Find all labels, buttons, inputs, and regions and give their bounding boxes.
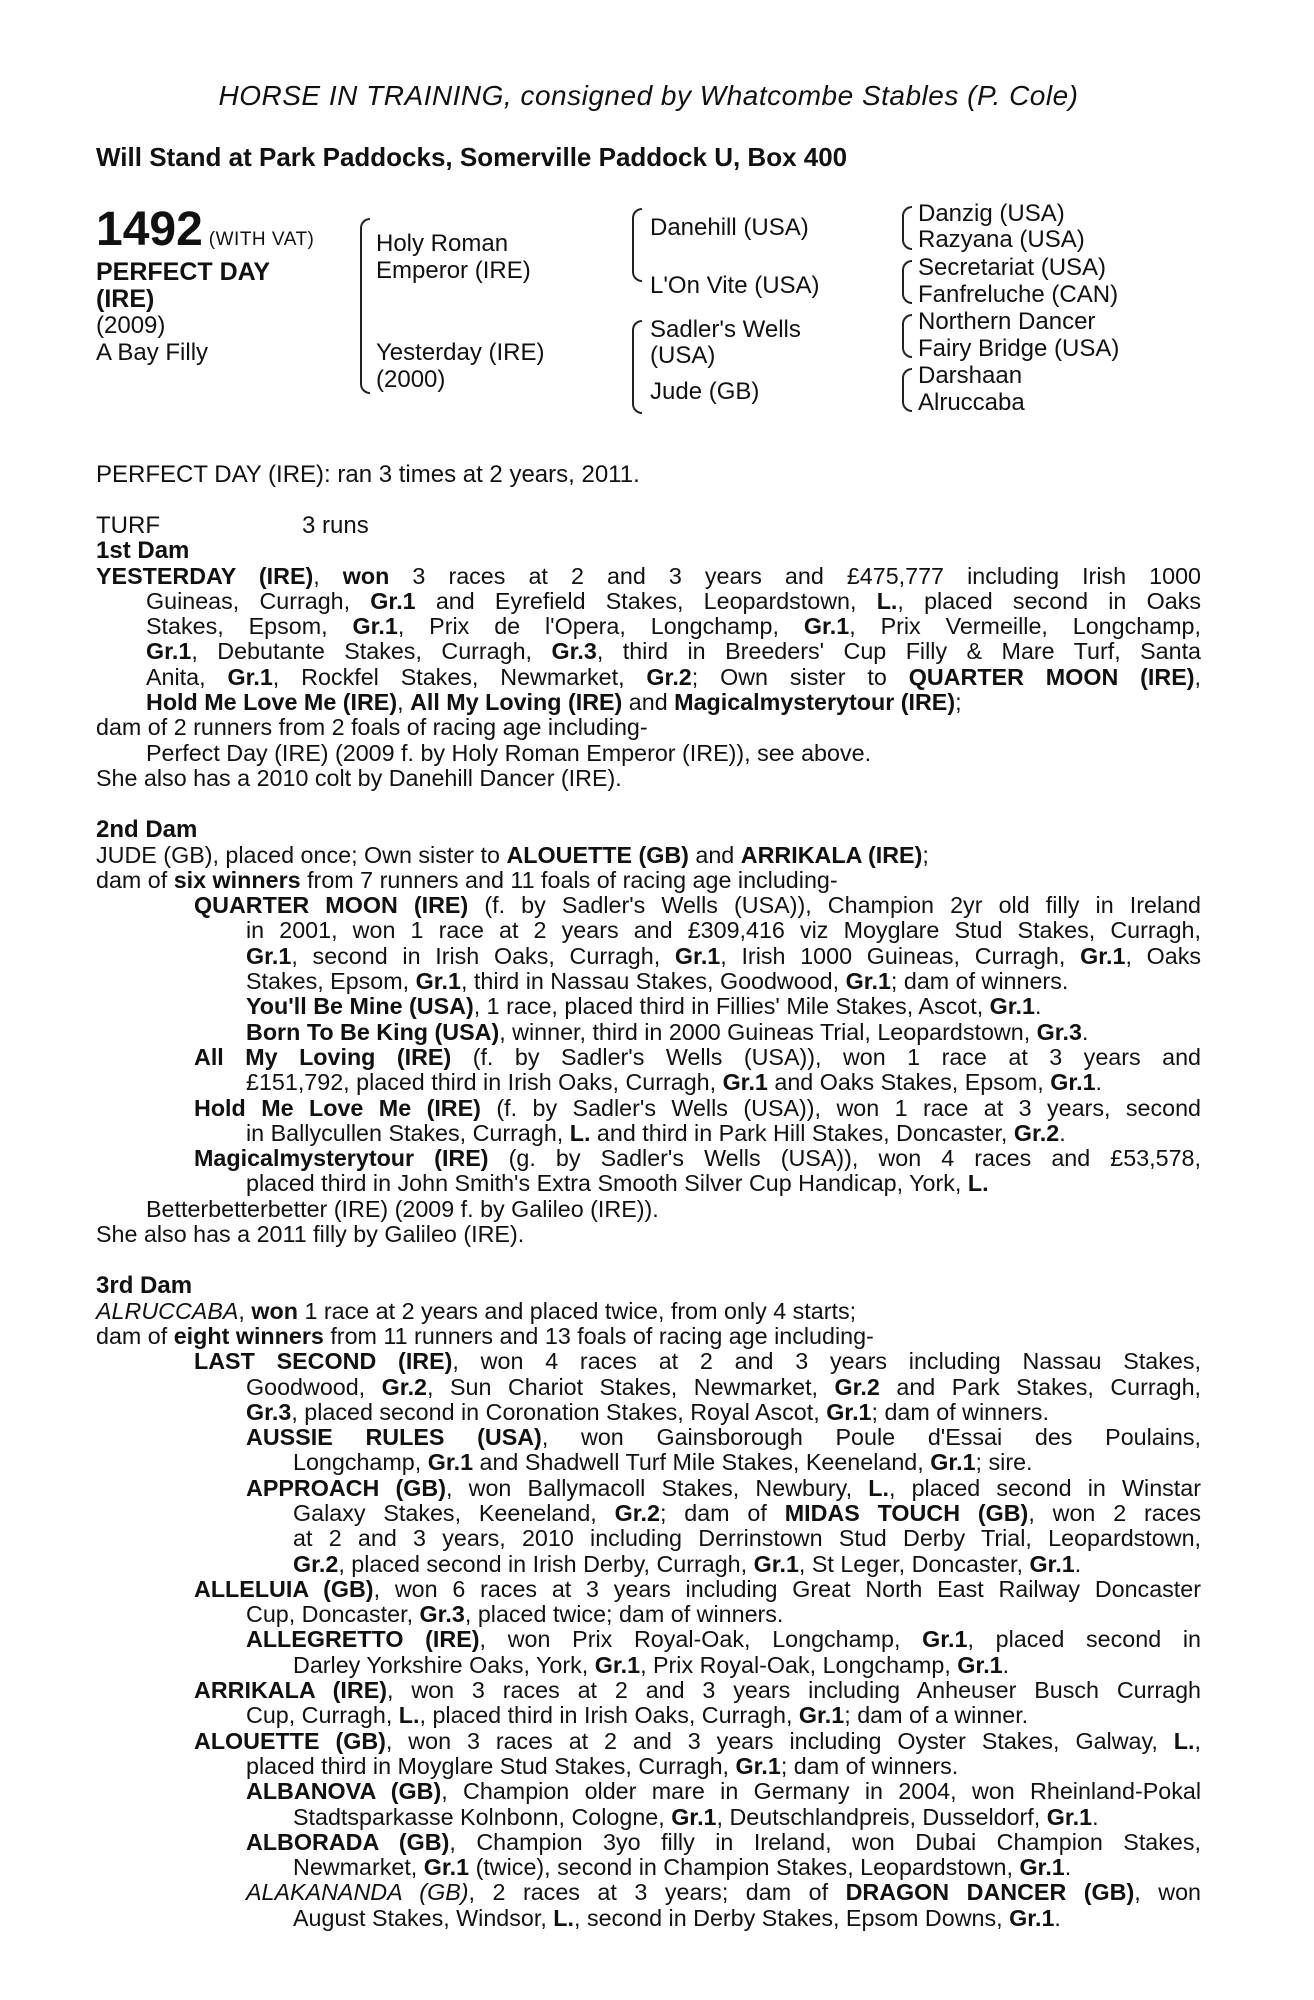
sire-dam: L'On Vite (USA)	[650, 272, 820, 299]
vat-label: (WITH VAT)	[208, 229, 315, 250]
dss-name: Northern Dancer	[918, 308, 1096, 335]
sss-name: Danzig (USA)	[918, 200, 1065, 227]
page-title: HORSE IN TRAINING, consigned by Whatcombe Stables (P. Cole)	[218, 80, 1079, 111]
dam-dam: Jude (GB)	[650, 378, 760, 405]
dam-line2: (2000)	[376, 366, 446, 393]
text-line: She also has a 2010 colt by Danehill Dancer (IRE).	[96, 764, 622, 791]
pedigree-block	[96, 196, 1201, 436]
race-record	[96, 462, 1201, 1931]
text-line: Cup, Doncaster, Gr.3, placed twice; dam of winners.	[246, 1601, 784, 1628]
text-line: Gr.2, placed second in Irish Derby, Curragh, Gr.1, St Leger, Doncaster, Gr.1.	[293, 1550, 1082, 1577]
text-line: QUARTER MOON (IRE) (f. by Sadler's Wells (USA)), Champion 2yr old filly in Ireland	[194, 892, 1201, 919]
text-line: ALRUCCABA, won 1 race at 2 years and placed twice, from only 4 starts;	[96, 1297, 857, 1324]
text-line: Guineas, Curragh, Gr.1 and Eyrefield Stakes, Leopardstown, L., placed second in Oaks	[146, 587, 1201, 614]
text-line: YESTERDAY (IRE), won 3 races at 2 and 3 years and £475,777 including Irish 1000	[96, 562, 1201, 589]
text-line: dam of eight winners from 11 runners and 13 foals of racing age including-	[96, 1322, 874, 1349]
text-line: dam of 2 runners from 2 foals of racing age including-	[96, 714, 648, 741]
sire-parents-brace	[632, 208, 642, 282]
sdd-name: Fanfreluche (CAN)	[918, 281, 1119, 308]
text-line: Betterbetterbetter (IRE) (2009 f. by Galileo (IRE)).	[146, 1195, 659, 1222]
text-line: LAST SECOND (IRE), won 4 races at 2 and 3 years including Nassau Stakes,	[194, 1348, 1201, 1375]
text-line: Goodwood, Gr.2, Sun Chariot Stakes, Newmarket, Gr.2 and Park Stakes, Curragh,	[246, 1373, 1201, 1400]
text-line: Gr.1, second in Irish Oaks, Curragh, Gr.1, Irish 1000 Guineas, Curragh, Gr.1, Oaks	[246, 942, 1202, 969]
dam-parents-brace	[632, 320, 642, 414]
gen3-brace-4	[902, 368, 912, 412]
lot-line	[96, 204, 314, 256]
horse-name: PERFECT DAY	[96, 258, 271, 286]
text-line: Gr.1, Debutante Stakes, Curragh, Gr.3, third in Breeders' Cup Filly & Mare Turf, Santa	[146, 638, 1201, 665]
horse-country: (IRE)	[96, 285, 155, 313]
dam-line1: Yesterday (IRE)	[376, 339, 545, 366]
text-line: in 2001, won 1 race at 2 years and £309,416 viz Moyglare Stud Stakes, Curragh,	[246, 917, 1201, 944]
gen3-brace-2	[902, 260, 912, 304]
ddd-name: Alruccaba	[918, 389, 1025, 416]
dds-name: Darshaan	[918, 362, 1023, 389]
first-dam-heading: 1st Dam	[96, 537, 190, 565]
horse-description: A Bay Filly	[96, 339, 209, 366]
text-line: Hold Me Love Me (IRE) (f. by Sadler's Wells (USA)), won 1 race at 3 years, second	[194, 1094, 1201, 1121]
text-line: ALAKANANDA (GB), 2 races at 3 years; dam of DRAGON DANCER (GB), won	[246, 1879, 1201, 1906]
turf-label: TURF	[96, 512, 160, 539]
turf-line	[96, 513, 1201, 538]
spacer	[96, 1247, 1201, 1273]
text-line: £151,792, placed third in Irish Oaks, Curragh, Gr.1 and Oaks Stakes, Epsom, Gr.1.	[246, 1069, 1103, 1096]
text-line: placed third in Moyglare Stud Stakes, Curragh, Gr.1; dam of winners.	[246, 1752, 959, 1779]
text-line: Anita, Gr.1, Rockfel Stakes, Newmarket, Gr.2; Own sister to QUARTER MOON (IRE),	[146, 663, 1201, 690]
third-dam-heading: 3rd Dam	[96, 1272, 193, 1300]
text-line: Stakes, Epsom, Gr.1, third in Nassau Stakes, Goodwood, Gr.1; dam of winners.	[246, 968, 1069, 995]
text-line: She also has a 2011 filly by Galileo (IRE).	[96, 1221, 525, 1248]
text-line: Longchamp, Gr.1 and Shadwell Turf Mile Stakes, Keeneland, Gr.1; sire.	[293, 1449, 1033, 1476]
spacer	[96, 487, 1201, 513]
sire-dam-brace	[360, 218, 370, 394]
text-line: Born To Be King (USA), winner, third in 2000 Guineas Trial, Leopardstown, Gr.3.	[246, 1018, 1089, 1045]
text-line: dam of six winners from 7 runners and 11 foals of racing age including-	[96, 866, 838, 893]
spacer	[96, 791, 1201, 817]
stand-location: Will Stand at Park Paddocks, Somerville Paddock U, Box 400	[96, 142, 848, 172]
dsd-name: Fairy Bridge (USA)	[918, 335, 1120, 362]
second-dam-heading: 2nd Dam	[96, 816, 198, 844]
text-line: Cup, Curragh, L., placed third in Irish Oaks, Curragh, Gr.1; dam of a winner.	[246, 1702, 1029, 1729]
text-line: at 2 and 3 years, 2010 including Derrinstown Stud Derby Trial, Leopardstown,	[293, 1525, 1201, 1552]
turf-runs: 3 runs	[302, 512, 369, 539]
sire-line1: Holy Roman	[376, 230, 509, 257]
text-line: ALLEGRETTO (IRE), won Prix Royal-Oak, Longchamp, Gr.1, placed second in	[246, 1626, 1201, 1653]
text-line: ARRIKALA (IRE), won 3 races at 2 and 3 years including Anheuser Busch Curragh	[194, 1677, 1201, 1704]
text-line: AUSSIE RULES (USA), won Gainsborough Poule d'Essai des Poulains,	[246, 1424, 1202, 1451]
text-line: APPROACH (GB), won Ballymacoll Stakes, Newbury, L., placed second in Winstar	[246, 1474, 1201, 1501]
dam-sire-line1: Sadler's Wells	[650, 316, 801, 343]
second-dam-text	[96, 843, 1201, 1248]
gen3-brace-1	[902, 206, 912, 250]
text-line: You'll Be Mine (USA), 1 race, placed third in Fillies' Mile Stakes, Ascot, Gr.1.	[246, 993, 1042, 1020]
text-line: in Ballycullen Stakes, Curragh, L. and third in Park Hill Stakes, Doncaster, Gr.2.	[246, 1119, 1066, 1146]
first-dam-text	[96, 564, 1201, 792]
text-line: Stadtsparkasse Kolnbonn, Cologne, Gr.1, Deutschlandpreis, Dusseldorf, Gr.1.	[293, 1803, 1099, 1830]
sire-sire: Danehill (USA)	[650, 214, 809, 241]
text-line: Gr.3, placed second in Coronation Stakes, Royal Ascot, Gr.1; dam of winners.	[246, 1398, 1049, 1425]
ssd-name: Razyana (USA)	[918, 226, 1085, 253]
text-line: Perfect Day (IRE) (2009 f. by Holy Roman Emperor (IRE)), see above.	[146, 739, 872, 766]
sds-name: Secretariat (USA)	[918, 254, 1107, 281]
horse-year: (2009)	[96, 312, 166, 339]
sire-line2: Emperor (IRE)	[376, 257, 531, 284]
third-dam-text	[96, 1299, 1201, 1931]
lot-number: 1492	[96, 203, 203, 256]
text-line: Darley Yorkshire Oaks, York, Gr.1, Prix Royal-Oak, Longchamp, Gr.1.	[293, 1651, 1010, 1678]
summary: PERFECT DAY (IRE): ran 3 times at 2 years, 2011.	[96, 461, 640, 488]
text-line: August Stakes, Windsor, L., second in Derby Stakes, Epsom Downs, Gr.1.	[293, 1904, 1061, 1931]
text-line: Magicalmysterytour (IRE) (g. by Sadler's Wells (USA)), won 4 races and £53,578,	[194, 1145, 1201, 1172]
text-line: Galaxy Stakes, Keeneland, Gr.2; dam of MIDAS TOUCH (GB), won 2 races	[293, 1499, 1201, 1526]
text-line: Hold Me Love Me (IRE), All My Loving (IRE) and Magicalmysterytour (IRE);	[146, 689, 962, 716]
text-line: Newmarket, Gr.1 (twice), second in Champion Stakes, Leopardstown, Gr.1.	[293, 1854, 1072, 1881]
text-line: ALOUETTE (GB), won 3 races at 2 and 3 years including Oyster Stakes, Galway, L.,	[194, 1727, 1201, 1754]
gen3-brace-3	[902, 314, 912, 358]
dam-sire-line2: (USA)	[650, 342, 716, 369]
text-line: ALLELUIA (GB), won 6 races at 3 years including Great North East Railway Doncaster	[194, 1575, 1201, 1602]
text-line: ALBORADA (GB), Champion 3yo filly in Ireland, won Dubai Champion Stakes,	[246, 1828, 1201, 1855]
text-line: All My Loving (IRE) (f. by Sadler's Wells (USA)), won 1 race at 3 years and	[194, 1043, 1201, 1070]
text-line: ALBANOVA (GB), Champion older mare in Germany in 2004, won Rheinland-Pokal	[246, 1778, 1201, 1805]
text-line: placed third in John Smith's Extra Smooth Silver Cup Handicap, York, L.	[246, 1170, 989, 1197]
text-line: Stakes, Epsom, Gr.1, Prix de l'Opera, Longchamp, Gr.1, Prix Vermeille, Longchamp,	[146, 613, 1201, 640]
text-line: JUDE (GB), placed once; Own sister to ALOUETTE (GB) and ARRIKALA (IRE);	[96, 841, 929, 868]
